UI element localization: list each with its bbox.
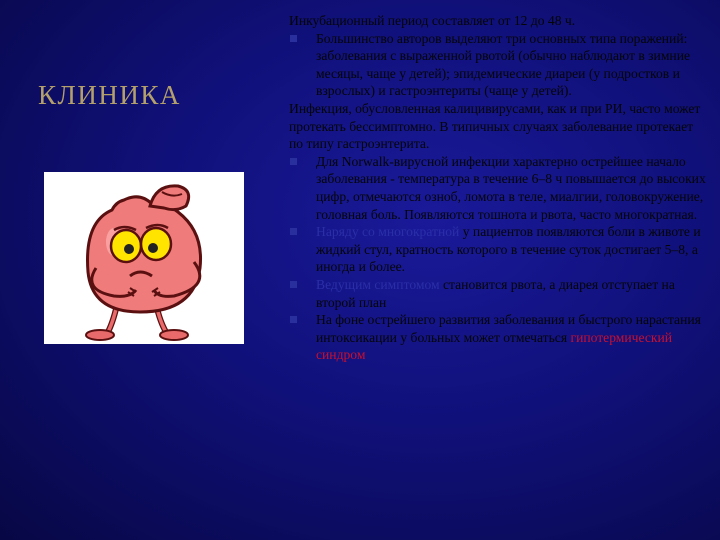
paragraph-incubation: Инкубационный период составляет от 12 до 48 ч. [289,13,576,28]
square-bullet-icon [290,158,297,165]
square-bullet-icon [290,35,297,42]
highlight-text: Наряду со многократной [316,224,460,240]
bullet-item [289,311,709,364]
square-bullet-icon [290,281,297,288]
slide-title: КЛИНИКА [38,80,181,110]
bullet-item [289,153,709,223]
slide-body [289,12,709,364]
bullet-text: становится рвота, а диарея отступает на второй план [316,276,675,310]
bullet-item [289,276,709,311]
highlight-text-red: гипотермический синдром [316,329,673,363]
paragraph-infection: Инфекция, обусловленная калицивирусами, как и при РИ, часто может протекать бессимптомно. В типичных случаях заболевание протекает по типу гастроэнтерита. [289,100,701,152]
sick-stomach-cartoon-icon [44,172,244,344]
square-bullet-icon [290,228,297,235]
square-bullet-icon [290,316,297,323]
bullet-item [289,223,709,276]
bullet-item [289,30,709,100]
bullet-text: Большинство авторов выделяют три основных типа поражений: заболевания с выраженной рвотой (обычно наблюдают в зимние месяцы, чаще у детей); эпидемические диареи (у подростков и взрослых) и гастроэнтериты (чаще у детей). [316,30,691,99]
bullet-text: На фоне острейшего развития заболевания и быстрого нарастания интоксикации у больных может отмечаться [316,312,701,345]
highlight-text: Ведущим симптомом [316,276,440,292]
bullet-text: Для Norwalk-вирусной инфекции характерно острейшее начало заболевания - температура в течение 6–8 ч повышается до высоких цифр, отмечаются озноб, ломота в теле, миалгии, головокружение, головная боль. Появляются тошнота и рвота, часто многократная. [316,153,706,222]
bullet-text: у пациентов появляются боли в животе и жидкий стул, кратность которого в течение суток достигает 5–8, а иногда и более. [316,224,701,275]
